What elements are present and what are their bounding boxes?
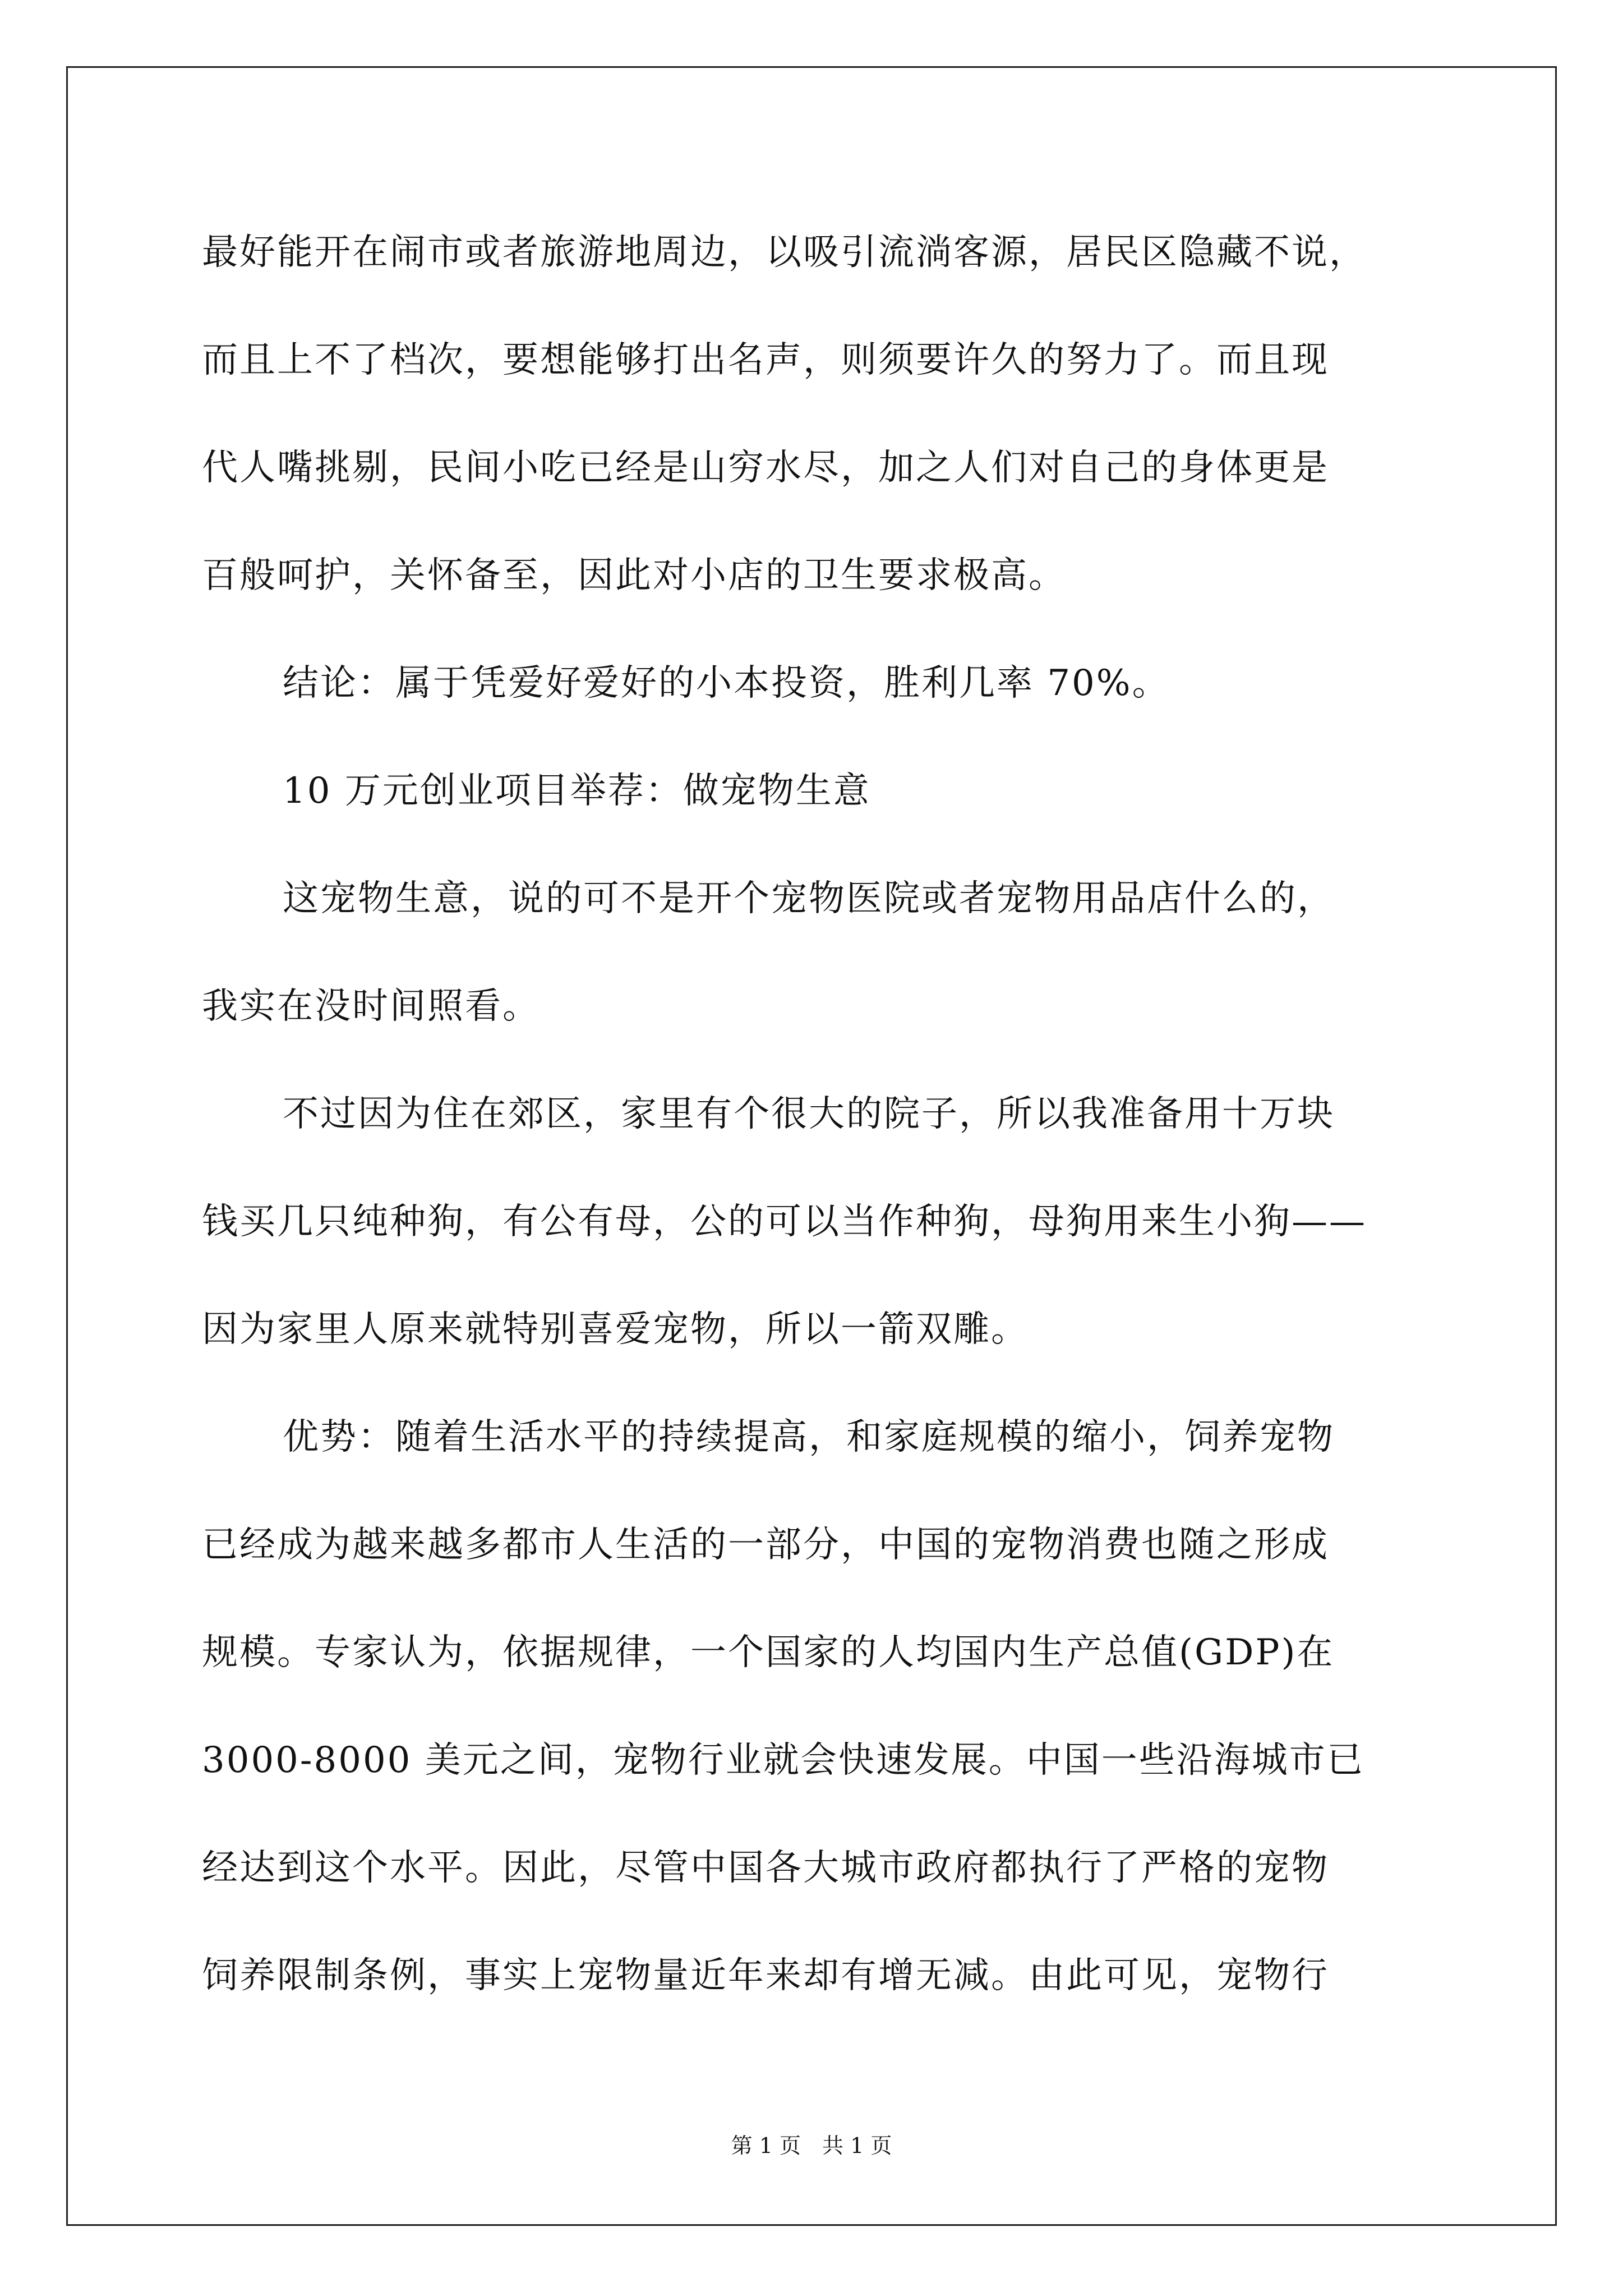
text-line: 优势：随着生活水平的持续提高，和家庭规模的缩小，饲养宠物 <box>283 1416 1335 1458</box>
text-line: 3000-8000 美元之间，宠物行业就会快速发展。中国一些沿海城市已 <box>202 1740 1364 1781</box>
text-line: 钱买几只纯种狗，有公有母，公的可以当作种狗，母狗用来生小狗—— <box>202 1201 1367 1243</box>
text-line: 已经成为越来越多都市人生活的一部分，中国的宠物消费也随之形成 <box>202 1524 1329 1566</box>
text-line: 百般呵护，关怀备至，因此对小店的卫生要求极高。 <box>202 555 1066 596</box>
text-line: 代人嘴挑剔，民间小吃已经是山穷水尽，加之人们对自己的身体更是 <box>202 447 1329 489</box>
section-heading: 10 万元创业项目举荐：做宠物生意 <box>283 770 871 812</box>
page-footer: 第 1 页 共 1 页 <box>731 2133 892 2158</box>
text-line: 不过因为住在郊区，家里有个很大的院子，所以我准备用十万块 <box>283 1093 1335 1135</box>
page-border <box>66 66 1557 2226</box>
text-line: 这宠物生意，说的可不是开个宠物医院或者宠物用品店什么的， <box>283 878 1335 919</box>
text-line: 规模。专家认为，依据规律，一个国家的人均国内生产总值(GDP)在 <box>202 1632 1335 1673</box>
text-line: 饲养限制条例，事实上宠物量近年来却有增无减。由此可见，宠物行 <box>202 1955 1329 1996</box>
text-line: 我实在没时间照看。 <box>202 986 540 1027</box>
text-line: 经达到这个水平。因此，尽管中国各大城市政府都执行了严格的宠物 <box>202 1847 1329 1889</box>
text-line: 最好能开在闹市或者旅游地周边，以吸引流淌客源，居民区隐藏不说， <box>202 232 1367 273</box>
text-line: 而且上不了档次，要想能够打出名声，则须要许久的努力了。而且现 <box>202 339 1329 381</box>
text-line: 因为家里人原来就特别喜爱宠物，所以一箭双雕。 <box>202 1309 1029 1350</box>
text-line: 结论：属于凭爱好爱好的小本投资，胜利几率 70%。 <box>283 662 1170 704</box>
